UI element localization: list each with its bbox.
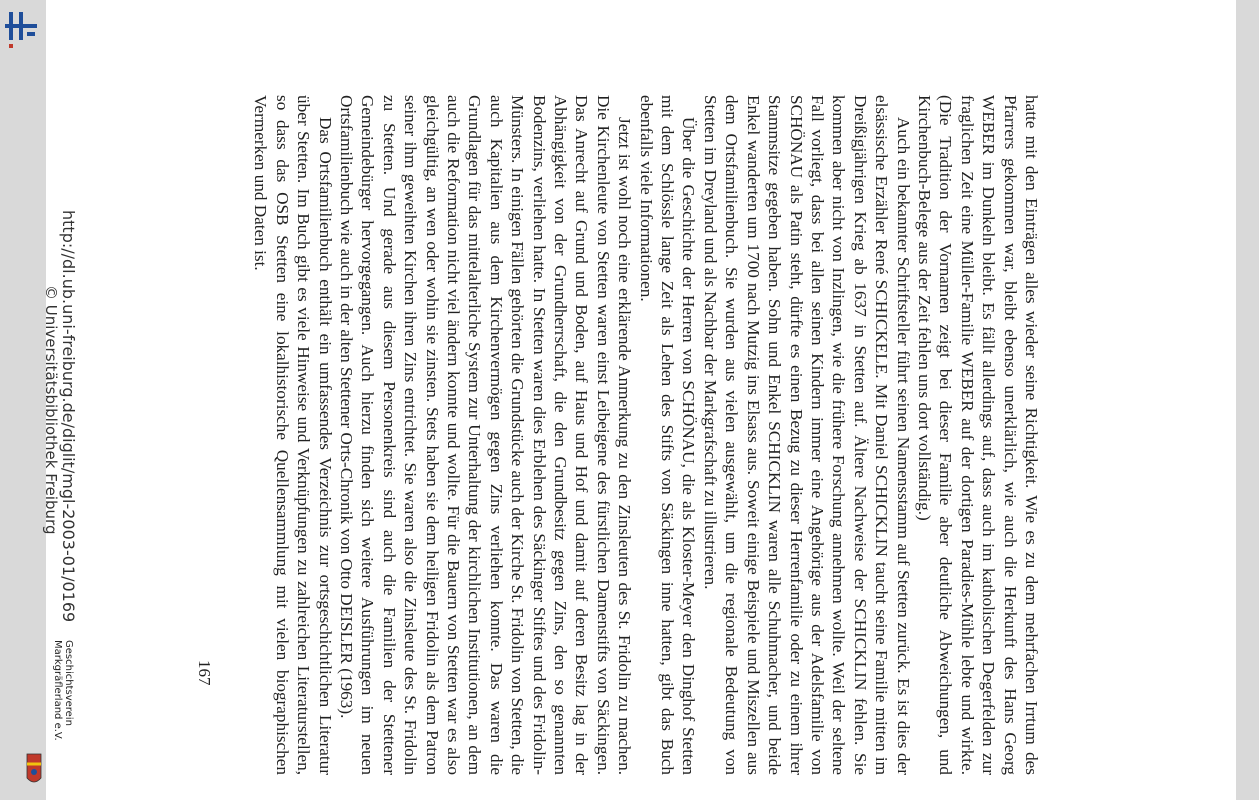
society-name-line2: Markgräflerland e.V. [52, 640, 63, 741]
right-margin [1236, 0, 1259, 800]
paragraph: Jetzt ist wohl noch eine erklärende Anmerkung zu den Zinsleuten des St. Fridolin zu machen. Die Kirchenleute von Stetten waren einst Leibeigene des fürstlichen Damenstifts von Säckingen. Das Anrecht auf Grund und Boden, auf Haus und Hof und damit auf deren Besitz lag in der Abhängigkeit von der Grundherrschaft, die den Grundbesitz gegen Zins, den so genannten Bodenzins, verliehen hatte. In Stetten waren dies Erblehen des Säckinger Stiftes und des Fridolin-Münsters. In einigen Fällen gehörten die Grundstücke auch der Kirche St. Fridolin von Stetten, die auch Kapitalien aus dem Kirchenvermögen gegen Zins verliehen konnte. Das waren die Grundlagen für das mittelalterliche System zur Unterhaltung der kirchlichen Institutionen, an dem auch die Reformation nicht viel ändern konnte und wollte. Für die Bauern von Stetten war es also gleichgültig, an wen oder wohin sie zinsten. Stets haben sie dem heiligen Fridolin als dem Patron seiner ihm geweihten Kirchen ihren Zins entrichtet. Sie waren also die Zinsleute des St. Fridolin zu Stetten. Und gerade aus diesem Personenkreis sind auch die Familien der Stettener Gemeindebürger hervorgegangen. Auch hierzu finden sich weitere Ausführungen im neuen Ortsfamilienbuch wie auch in der alten Stettener Orts-Chronik von Otto DEISLER (1963). [337, 95, 635, 775]
paragraph: Auch ein bekannter Schriftsteller führt seinen Namensstamm auf Stetten zurück. Es ist dies der elsässische Erzähler René SCHICKELE. Mit Daniel SCHICKLIN taucht seine Familie mitten im Dreißigjährigen Krieg ab 1637 in Stetten auf. Ältere Nachweise der SCHICKLIN fehlen. Sie kommen aber nicht von Inzlingen, wie die frühere Forschung annehmen wollte. Weil der seltene Fall vorliegt, dass bei allen seinen Kindern immer eine Angehörige aus der Adelsfamilie von SCHÖNAU als Patin steht, dürfte es einen Bezug zu dieser Herrenfamilie oder zu einem ihrer Stammsitze gegeben haben. Sohn und Enkel SCHICKLIN waren alle Schuhmacher, und beide Enkel wanderten um 1700 nach Mutzig ins Elsass aus. Soweit einige Beispiele und Miszellen aus dem Ortsfamilienbuch. Sie wurden aus vielen ausgewählt, um die regionale Bedeutung von Stetten im Dreyland und als Nachbar der Markgrafschaft zu illustrieren. [700, 95, 913, 775]
page-number: 167 [195, 660, 214, 686]
page-body [250, 95, 1042, 775]
footer-copyright: © Universitätsbibliothek Freiburg [42, 285, 60, 535]
paragraph: hatte mit den Einträgen alles wieder seine Richtigkeit. Wie es zu dem mehrfachen Irrtum des Pfarrers gekommen war, bleibt ebenso unerklärlich, wie auch die Herkunft des Hans Georg WEBER im Dunkeln bleibt. Es fällt allerdings auf, dass auch im katholischen Degerfelden zur fraglichen Zeit eine Müller-Familie WEBER auf der dortigen Paradies-Mühle lebte und wirkte. (Die Tradition der Vornamen zeigt bei dieser Familie aber deutliche Abweichungen, und Kirchenbuch-Belege aus der Zeit fehlen uns dort vollständig.) [914, 95, 1041, 775]
footer-url[interactable]: http://dl.ub.uni-freiburg.de/diglit/mgl-2003-01/0169 [59, 210, 78, 623]
paragraph: Über die Geschichte der Herren von SCHÖNAU, die als Kloster-Meyer den Dinghof Stetten mit dem Schlössle lange Zeit als Lehen des Stifts von Säckingen inne hatten, gibt das Buch ebenfalls viele Informationen. [636, 95, 699, 775]
scanned-page [74, 0, 1154, 800]
paragraph: Das Ortsfamilienbuch enthält ein umfassendes Verzeichnis zur ortsgeschichtlichen Literatur über Stetten. Im Buch gibt es viele Hinweise und Verknüpfungen zu zahlreichen Literaturstellen, so dass das OSB Stetten eine lokalhistorische Quellensammlung mit vielen biographischen Vermerken und Daten ist. [251, 95, 335, 775]
society-name-line1: Geschichtsverein [63, 640, 74, 726]
society-label [52, 640, 74, 741]
